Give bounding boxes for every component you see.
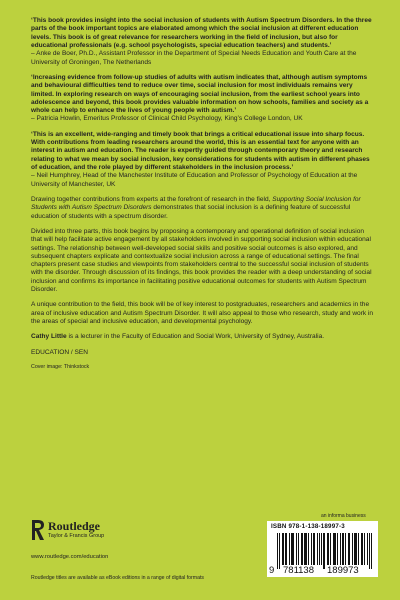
description-audience: A unique contribution to the field, this book will be of key interest to postgraduates, researchers and academics in the area of inclusive education and Autism Spectrum Disorder. It will also appeal to those who research, study and work in the areas of special and inclusive education, and developmental psychology. xyxy=(31,301,374,325)
author-bio xyxy=(31,333,375,341)
publisher-url: www.routledge.com/education xyxy=(31,554,109,560)
publisher-group: Taylor & Francis Group xyxy=(48,533,105,539)
description-intro-after: demonstrates that social inclusion is a defining feature of successful education of students with a spectrum disorder. xyxy=(31,204,351,220)
barcode-digit-first: 9 xyxy=(269,565,275,576)
cover-image-credit: Cover image: Thinkstock xyxy=(31,363,90,370)
description-intro-before: Drawing together contributions from experts at the forefront of research in the field, xyxy=(31,195,273,203)
ebook-note: Routledge titles are available as eBook editions in a range of digital formats xyxy=(31,575,205,581)
endorsement-3-text: ‘This is an excellent, wide-ranging and timely book that brings a critical educational issue into sharp focus. With contributions from leading researchers around the world, this is an essential text for anyone with an interest in autism and education. The reader is expertly guided through contemporary theory and research relating to what we mean by social inclusion, key considerations for students with autism in different phases of education, and the role played by different stakeholders in the inclusion process.’ xyxy=(31,130,370,171)
publisher-logo xyxy=(31,519,161,549)
informa-label: an informa business xyxy=(321,513,366,519)
endorsement-3-attribution: – Neil Humphrey, Head of the Manchester Institute of Education and Professor of Psychology of Education at the University of Manchester, UK xyxy=(31,172,358,188)
subject-category: EDUCATION / SEN xyxy=(31,348,88,356)
book-title: Supporting Social Inclusion for Students with Autism Spectrum Disorders xyxy=(31,195,361,212)
endorsement-1-text: ‘This book provides insight into the social inclusion of students with Autism Spectrum Disorders. In the three parts of the book important topics are elaborated among which the social inclusion at different education levels. This book is of great relevance for researchers working in the field of inclusion, but also for educational professionals (e.g. school psychologists, special education teachers) and students.’ xyxy=(31,17,372,49)
endorsement-2-attribution: – Patricia Howlin, Emeritus Professor of Clinical Child Psychology, King’s College London, UK xyxy=(31,115,303,123)
endorsement-2-text: ‘Increasing evidence from follow-up studies of adults with autism indicates that, although autism symptoms and behavioural difficulties tend to reduce over time, social inclusion for most individuals remains very limited. In exploring research on ways of encouraging social inclusion, from the earliest school years into adolescence and beyond, this book provides valuable information on how schools, families and society as a whole can help to enhance the lives of young people with autism.’ xyxy=(31,73,369,115)
isbn-label: ISBN 978-1-138-18997-3 xyxy=(271,523,345,530)
routledge-logo-icon xyxy=(31,519,45,541)
description-body: Divided into three parts, this book begins by proposing a contemporary and operational definition of social inclusion that will help facilitate active engagement by all stakeholders involved in supporting social inclusion within educational settings. The relationship between well-developed social skills and positive social outcomes is also explored, and subsequent chapters explicate and contextualize social inclusion across a range of educational settings. The final chapters present case studies and viewpoints from stakeholders central to the successful social inclusion of students with the disorder. Through discussion of its findings, this book provides the reader with a deep understanding of social inclusion and confirms its importance in facilitating positive educational outcomes for students with Autism Spectrum Disorder. xyxy=(31,227,372,294)
publisher-name: Routledge xyxy=(48,519,100,533)
barcode-digit-group-1: 781138 xyxy=(283,565,314,576)
cover-text xyxy=(31,17,375,371)
endorsement-2 xyxy=(31,74,375,124)
barcode-digit-group-2: 189973 xyxy=(327,565,359,576)
author-name: Cathy Little xyxy=(31,333,67,341)
barcode xyxy=(267,521,378,577)
endorsement-3 xyxy=(31,131,375,189)
author-bio-text: is a lecturer in the Faculty of Education and Social Work, University of Sydney, Australia. xyxy=(66,333,325,341)
description-intro xyxy=(31,196,375,221)
endorsement-1-attribution: – Anke de Boer, Ph.D., Assistant Professor in the Department of Special Needs Education and Youth Care at the University of Groningen, The Netherlands xyxy=(31,50,357,66)
endorsement-1 xyxy=(31,17,375,67)
